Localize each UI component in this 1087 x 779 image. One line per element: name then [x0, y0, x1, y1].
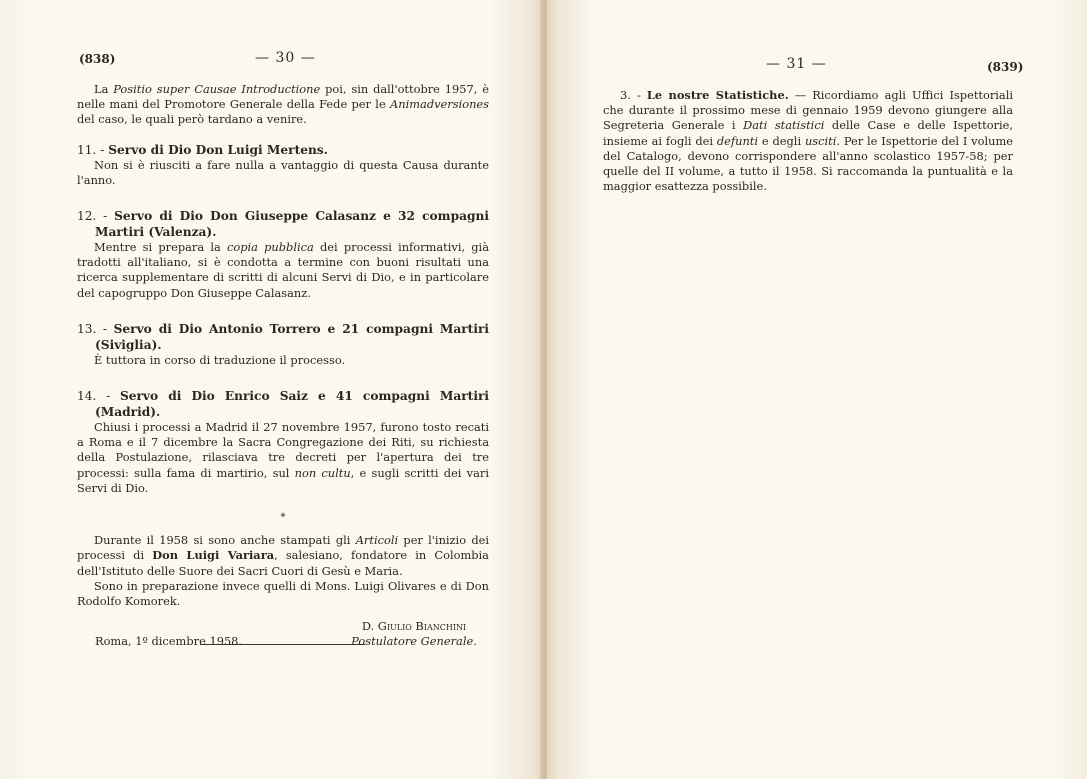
closing-paragraph-1: Durante il 1958 si sono anche stampati gli Articoli per l'inizio dei processi di Don Luigi Variara, salesiano, fondatore in Colombia dell'Istituto delle Suore dei Sacri Cuori di Gesù e Maria. [77, 533, 489, 578]
left-page-number: (838) [79, 52, 116, 66]
section-separator: * [280, 512, 286, 524]
intro-paragraph: La Positio super Causae Introductione poi, sin dall'ottobre 1957, è nelle mani del Promotore Generale della Fede per le Animadversiones del caso, le quali però tardano a venire. [77, 82, 490, 127]
section-13-body: È tuttora in corso di traduzione il processo. [94, 352, 346, 367]
left-running-head: — 30 — [255, 50, 316, 66]
place-date: Roma, 1º dicembre 1958. [95, 634, 243, 649]
left-page [0, 0, 543, 779]
signature-name: D. Giulio Bianchini [361, 619, 467, 634]
statistics-paragraph: 3. - Le nostre Statistiche. — Ricordiamo agli Uffici Ispettoriali che durante il prossimo mese di gennaio 1959 devono giungere alla Segreteria Generale i Dati statistici delle Case e delle Ispettorie, insieme ai fogli dei defunti e degli usciti. Per le Ispettorie del I volume del Catalogo, devono corrispondere all'anno scolastico 1957-58; per quelle del II volume, a tutto il 1958. Si raccomanda la puntualità e la maggior esattezza possibile. [603, 88, 1013, 194]
section-11-heading: 11. - Servo di Dio Don Luigi Mertens. [77, 142, 328, 157]
right-page-number: (839) [987, 60, 1024, 74]
section-13-heading: 13. - Servo di Dio Antonio Torrero e 21 compagni Martiri (Siviglia). [77, 321, 489, 352]
statistics-heading: Le nostre Statistiche. [646, 88, 789, 102]
left-body [77, 82, 489, 653]
section-14-heading: 14. - Servo di Dio Enrico Saiz e 41 compagni Martiri (Madrid). [77, 389, 489, 420]
footer-rule [200, 644, 365, 645]
section-11-body: Non si è riusciti a fare nulla a vantaggio di questa Causa durante l'anno. [77, 157, 489, 187]
closing-paragraph-2: Sono in preparazione invece quelli di Mons. Luigi Olivares e di Don Rodolfo Komorek. [77, 578, 489, 609]
section-14-body: Chiusi i processi a Madrid il 27 novembre 1957, furono tosto recati a Roma e il 7 dicembre la Sacra Congregazione dei Riti, su richiesta della Postulazione, rilasciava tre decreti per l'apertura dei tre processi: sulla fama di martirio, sul non cultu, e sugli scritti dei vari Servi di Dio. [77, 420, 489, 495]
section-12-heading: 12. - Servo di Dio Don Giuseppe Calasanz e 32 compagni Martiri (Valenza). [77, 209, 489, 240]
signature-block [77, 619, 489, 653]
signature-title: Postulatore Generale. [351, 634, 477, 649]
right-running-head: — 31 — [766, 56, 827, 72]
section-12-body: Mentre si prepara la copia pubblica dei processi informativi, già tradotti all'italiano, si è condotta a termine con buoni risultati una ricerca supplementare di scritti di alcuni Servi di Dio, e in particolare del capogruppo Don Giuseppe Calasanz. [77, 240, 489, 300]
right-body [603, 88, 1013, 194]
right-page [547, 0, 1087, 779]
